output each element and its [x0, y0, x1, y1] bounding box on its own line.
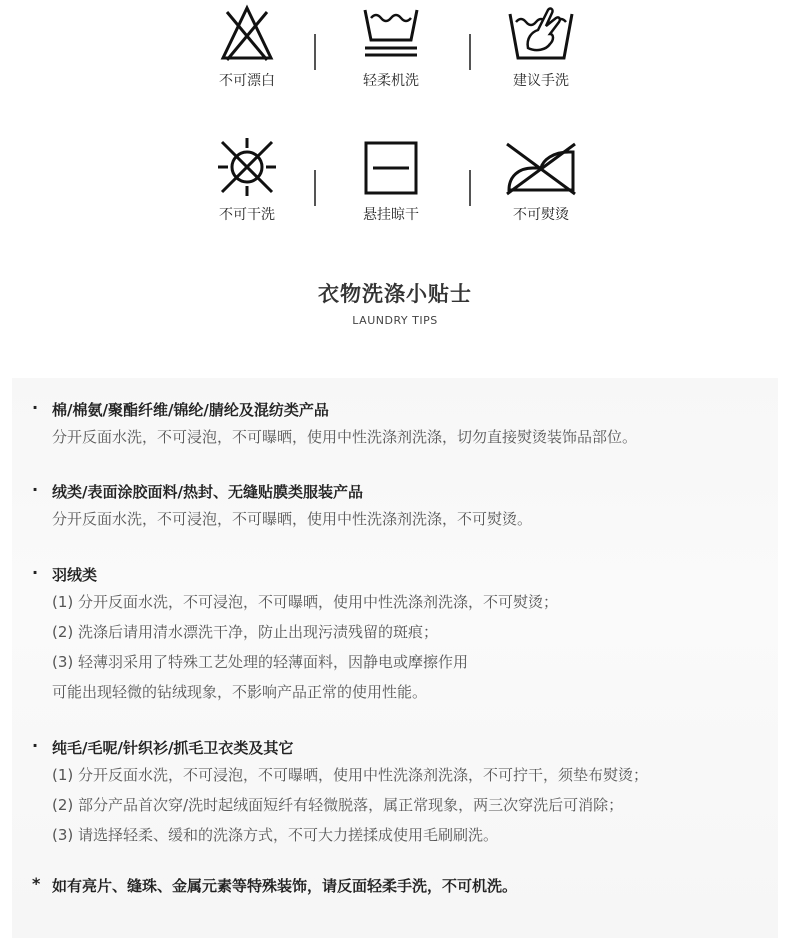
bullet-marker: · — [32, 480, 39, 499]
tip-section-wool — [32, 736, 772, 850]
tip-line: 分开反面水洗，不可浸泡，不可曝晒，使用中性洗涤剂洗涤，切勿直接熨烫装饰品部位。 — [52, 428, 638, 446]
tip-section-special — [32, 874, 772, 898]
bullet-marker: · — [32, 563, 39, 582]
no-iron-icon — [503, 138, 579, 198]
divider — [469, 170, 471, 206]
bullet-marker: · — [32, 736, 39, 755]
care-icon-cell — [481, 138, 601, 224]
care-icon-label: 悬挂晾干 — [363, 207, 419, 223]
care-icon-cell — [331, 138, 451, 224]
tip-heading: 纯毛/毛呢/针织衫/抓毛卫衣类及其它 — [52, 739, 294, 757]
care-icon-label: 不可熨烫 — [513, 207, 569, 223]
care-icon-cell — [331, 4, 451, 90]
tip-line: (3) 请选择轻柔、缓和的洗涤方式，不可大力搓揉成使用毛刷刷洗。 — [52, 826, 499, 844]
tip-line: (1) 分开反面水洗，不可浸泡，不可曝晒，使用中性洗涤剂洗涤，不可熨烫； — [52, 593, 559, 611]
tip-line: 可能出现轻微的钻绒现象，不影响产品正常的使用性能。 — [52, 683, 428, 701]
tip-heading: 棉/棉氨/聚酯纤维/锦纶/腈纶及混纺类产品 — [52, 401, 329, 419]
tip-line: 分开反面水洗，不可浸泡，不可曝晒，使用中性洗涤剂洗涤，不可熨烫。 — [52, 510, 533, 528]
care-icons-row-1 — [0, 0, 790, 120]
line-dry-icon — [361, 138, 421, 198]
bullet-marker: · — [32, 398, 39, 417]
tip-heading: 绒类/表面涂胶面料/热封、无缝贴膜类服装产品 — [52, 483, 363, 501]
care-icons-row-2 — [0, 130, 790, 250]
tip-line: (1) 分开反面水洗，不可浸泡，不可曝晒，使用中性洗涤剂洗涤，不可拧干，须垫布熨烫； — [52, 766, 649, 784]
tip-line: (3) 轻薄羽采用了特殊工艺处理的轻薄面料，因静电或摩擦作用 — [52, 653, 469, 671]
care-icon-label: 不可干洗 — [219, 207, 275, 223]
tip-line: (2) 洗涤后请用清水漂洗干净，防止出现污渍残留的斑痕； — [52, 623, 439, 641]
gentle-machine-wash-icon — [361, 4, 421, 64]
care-icon-cell — [187, 4, 307, 90]
tip-section-down — [32, 563, 772, 707]
bullet-marker: * — [32, 874, 41, 893]
no-bleach-icon — [217, 4, 277, 64]
tip-heading: 如有亮片、缝珠、金属元素等特殊装饰，请反面轻柔手洗，不可机洗。 — [52, 877, 518, 895]
tip-section-coated — [32, 480, 772, 534]
hand-wash-icon — [506, 4, 576, 64]
tips-subtitle: LAUNDRY TIPS — [352, 314, 438, 327]
tips-panel — [12, 378, 778, 938]
care-icon-label: 轻柔机洗 — [363, 73, 419, 89]
care-icon-cell — [187, 136, 307, 224]
care-icon-label: 不可漂白 — [219, 73, 275, 89]
no-tumble-dry-icon — [216, 136, 278, 198]
tips-title: 衣物洗涤小贴士 — [318, 282, 472, 306]
care-icon-label: 建议手洗 — [513, 73, 569, 89]
tip-heading: 羽绒类 — [52, 566, 98, 584]
divider — [314, 170, 316, 206]
care-icon-cell — [481, 4, 601, 90]
tip-section-cotton — [32, 398, 772, 452]
divider — [314, 34, 316, 70]
divider — [469, 34, 471, 70]
tip-line: (2) 部分产品首次穿/洗时起绒面短纤有轻微脱落，属正常现象，两三次穿洗后可消除； — [52, 796, 624, 814]
